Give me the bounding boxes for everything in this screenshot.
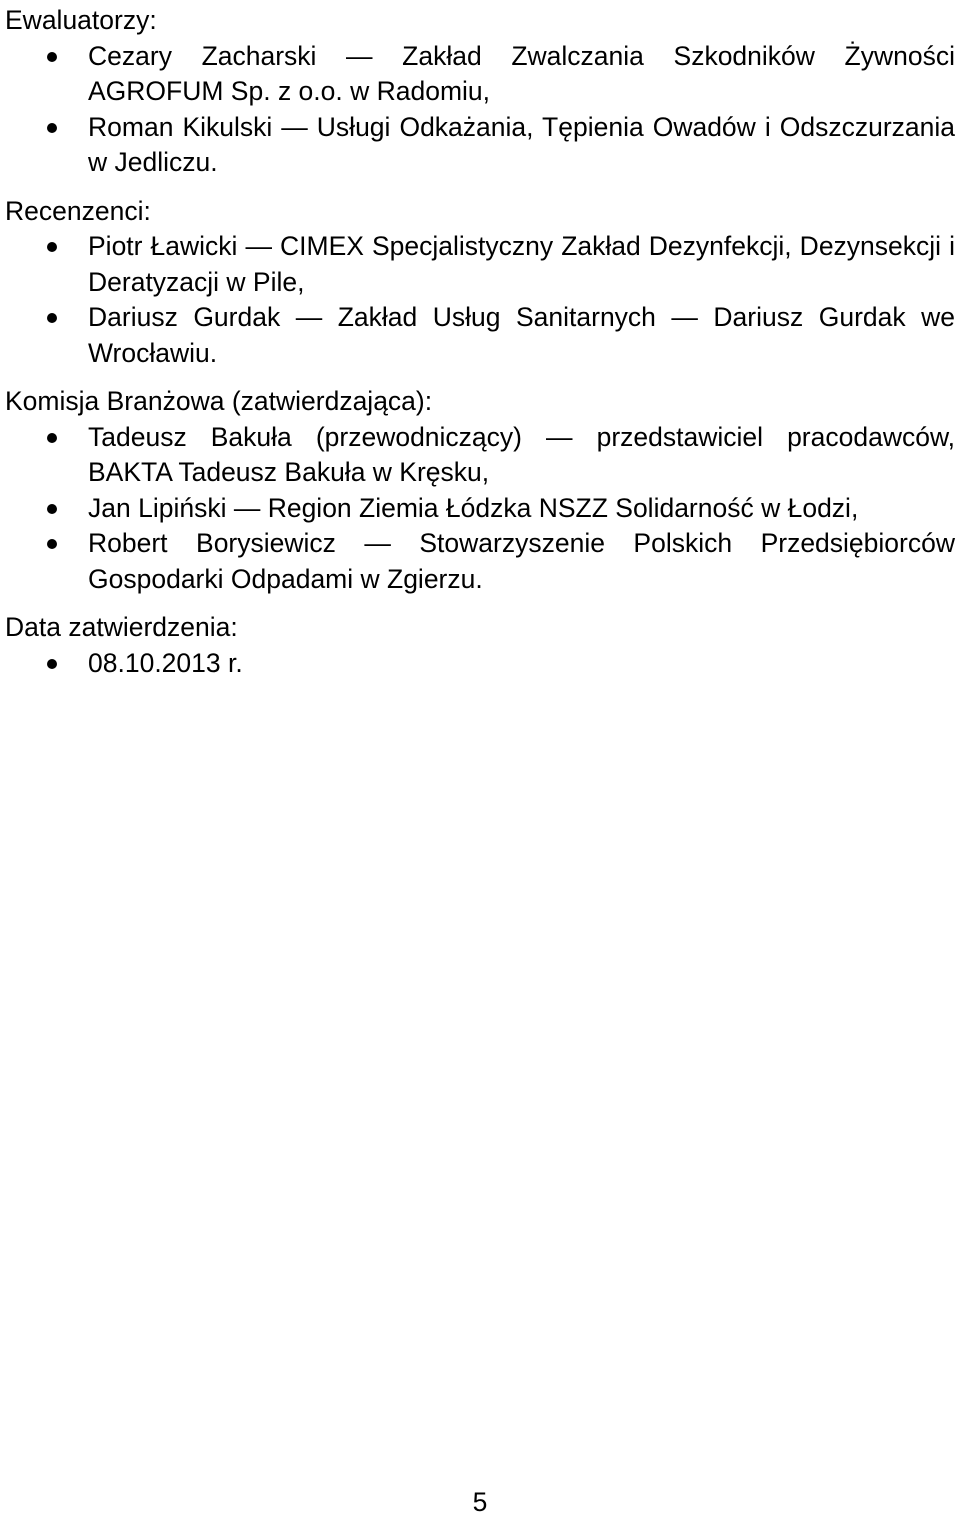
list-item-text: Robert Borysiewicz — Stowarzyszenie Polskich Przedsiębiorców Gospodarki Odpadami w Zgierzu. [88, 528, 955, 594]
evaluators-list [5, 39, 955, 181]
section-committee [5, 384, 955, 597]
list-item [5, 420, 955, 491]
list-item [5, 646, 955, 682]
list-item-text: Jan Lipiński — Region Ziemia Łódzka NSZZ Solidarność w Łodzi, [88, 492, 859, 523]
reviewers-list [5, 229, 955, 371]
section-heading-committee: Komisja Branżowa (zatwierdzająca): [5, 386, 433, 416]
section-heading-approval-date: Data zatwierdzenia: [5, 612, 238, 642]
list-item [5, 491, 955, 527]
document-content [5, 3, 955, 694]
page-number: 5 [472, 1487, 488, 1517]
list-item [5, 39, 955, 110]
list-item-text: Dariusz Gurdak — Zakład Usług Sanitarnych — Dariusz Gurdak we Wrocławiu. [88, 302, 955, 368]
list-item-text: 08.10.2013 r. [88, 647, 243, 678]
section-approval-date [5, 610, 955, 681]
list-item-text: Cezary Zacharski — Zakład Zwalczania Szkodników Żywności AGROFUM Sp. z o.o. w Radomiu, [88, 40, 955, 106]
list-item-text: Tadeusz Bakuła (przewodniczący) — przedstawiciel pracodawców, BAKTA Tadeusz Bakuła w Kręsku, [88, 421, 955, 487]
section-heading-evaluators: Ewaluatorzy: [5, 5, 157, 35]
bullet-icon [47, 242, 57, 252]
bullet-icon [47, 52, 57, 62]
list-item [5, 300, 955, 371]
bullet-icon [47, 123, 57, 133]
list-item [5, 229, 955, 300]
bullet-icon [47, 313, 57, 323]
bullet-icon [47, 659, 57, 669]
section-heading-reviewers: Recenzenci: [5, 195, 151, 226]
list-item [5, 526, 955, 597]
list-item [5, 110, 955, 181]
list-item-text: Piotr Ławicki — CIMEX Specjalistyczny Zakład Dezynfekcji, Dezynsekcji i Deratyzacji w Pile, [88, 231, 955, 297]
bullet-icon [47, 539, 57, 549]
committee-list [5, 420, 955, 598]
bullet-icon [47, 504, 57, 514]
section-evaluators [5, 3, 955, 181]
list-item-text: Roman Kikulski — Usługi Odkażania, Tępienia Owadów i Odszczurzania w Jedliczu. [88, 111, 955, 177]
bullet-icon [47, 433, 57, 443]
section-reviewers [5, 194, 955, 372]
approval-date-list [5, 646, 955, 682]
